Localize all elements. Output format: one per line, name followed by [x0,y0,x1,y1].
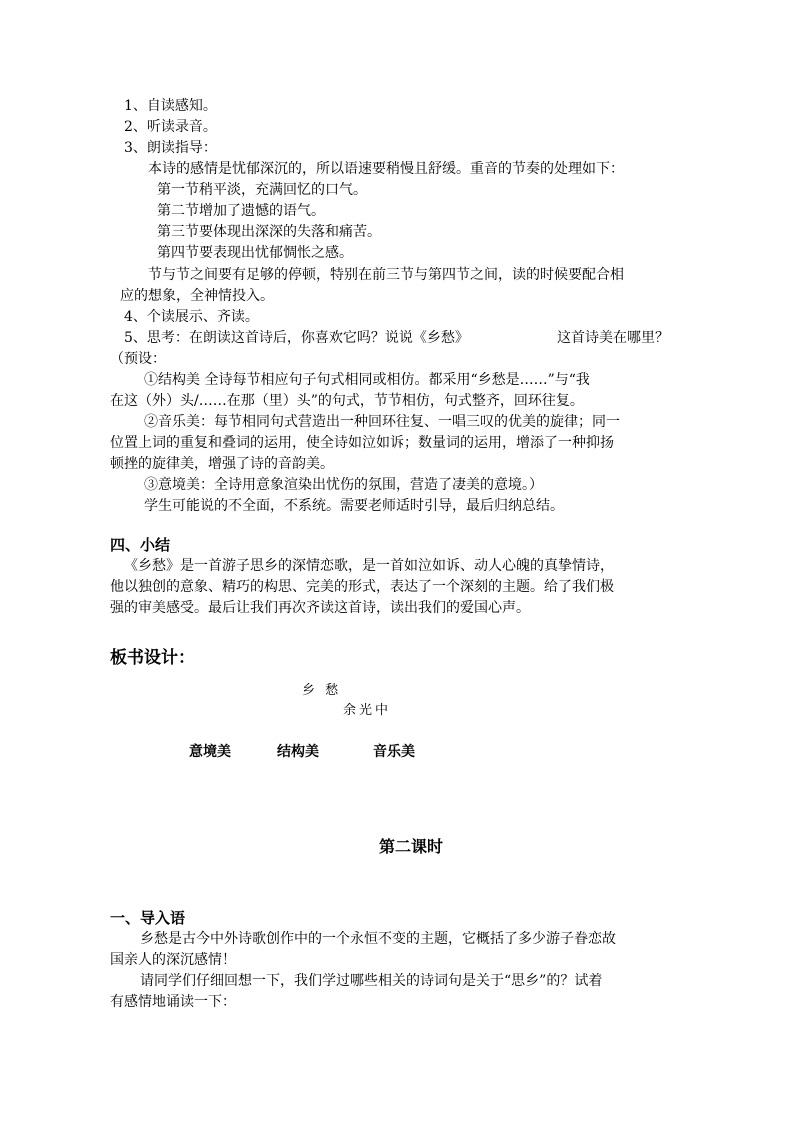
step-5-think-part-2: 这首诗美在哪里？ [557,330,669,346]
pause-note-line-1: 节与节之间要有足够的停顿，特别在前三节与第四节之间，读的时候要配合相 [148,267,624,283]
step-3-reading-guidance: 3、朗读指导： [124,140,217,156]
stanza-3-note: 第三节要体现出深深的失落和痛苦。 [157,224,381,240]
music-beauty-line-1: ②音乐美：每节相同句式营造出一种回环往复、一唱三叹的优美的旋律；同一 [144,414,620,430]
board-item-structure-beauty: 结构美 [277,744,319,760]
guidance-intro: 本诗的感情是忧郁深沉的，所以语速要稍慢且舒缓。重音的节奏的处理如下： [148,161,624,177]
teacher-note: 学生可能说的不全面，不系统。需要老师适时引导，最后归纳总结。 [144,498,564,514]
step-5-think-part-1: 5、思考：在朗读这首诗后，你喜欢它吗？说说《乡愁》 [124,330,469,346]
music-beauty-line-2: 位置上词的重复和叠词的运用，使全诗如泣如诉；数量词的运用，增添了一种抑扬 [110,435,614,451]
prompt-line-1: 请同学们仔细回想一下，我们学过哪些相关的诗词句是关于“思乡”的？试着 [140,973,603,989]
structure-beauty-line-1: ①结构美 全诗每节相应句子句式相同或相仿。都采用“乡愁是……”与“我 [144,372,590,388]
second-lesson-title: 第二课时 [379,837,444,856]
stanza-2-note: 第二节增加了遗憾的语气。 [157,203,325,219]
preset-label: （预设： [110,351,166,367]
music-beauty-line-3: 顿挫的旋律美，增强了诗的音韵美。 [110,456,334,472]
board-poem-title: 乡 愁 [302,683,342,698]
summary-heading: 四、小结 [110,536,171,554]
summary-line-1: 《乡愁》是一首游子思乡的深情恋歌，是一首如泣如诉、动人心魄的真挚情诗， [124,558,614,574]
step-2-listen-recording: 2、听读录音。 [124,119,217,135]
board-author: 余光中 [343,703,392,718]
stanza-4-note: 第四节要表现出忧郁惆怅之感。 [157,245,353,261]
pause-note-line-2: 应的想象，全神情投入。 [120,288,274,304]
board-item-music-beauty: 音乐美 [373,744,415,760]
prompt-line-2: 有感情地诵读一下： [110,994,236,1010]
summary-line-3: 强的审美感受。最后让我们再次齐读这首诗，读出我们的爱国心声。 [110,600,530,616]
mood-beauty-line: ③意境美：全诗用意象渲染出忧伤的氛围，营造了凄美的意境。） [144,477,543,493]
step-4-show-reading: 4、个读展示、齐读。 [124,309,259,325]
stanza-1-note: 第一节稍平淡，充满回忆的口气。 [157,182,367,198]
summary-line-2: 他以独创的意象、精巧的构思、完美的形式，表达了一个深刻的主题。给了我们极 [110,579,614,595]
board-design-heading: 板书设计： [110,648,195,668]
structure-beauty-line-2: 在这（外）头/……在那（里）头”的句式，节节相仿，句式整齐，回环往复。 [110,393,584,409]
board-item-mood-beauty: 意境美 [189,744,231,760]
step-1-self-reading: 1、自读感知。 [124,98,217,114]
intro-section-heading: 一、导入语 [110,909,186,927]
intro-line-1: 乡愁是古今中外诗歌创作中的一个永恒不变的主题，它概括了多少游子眷恋故 [140,931,616,947]
intro-line-2: 国亲人的深沉感情！ [110,952,236,968]
